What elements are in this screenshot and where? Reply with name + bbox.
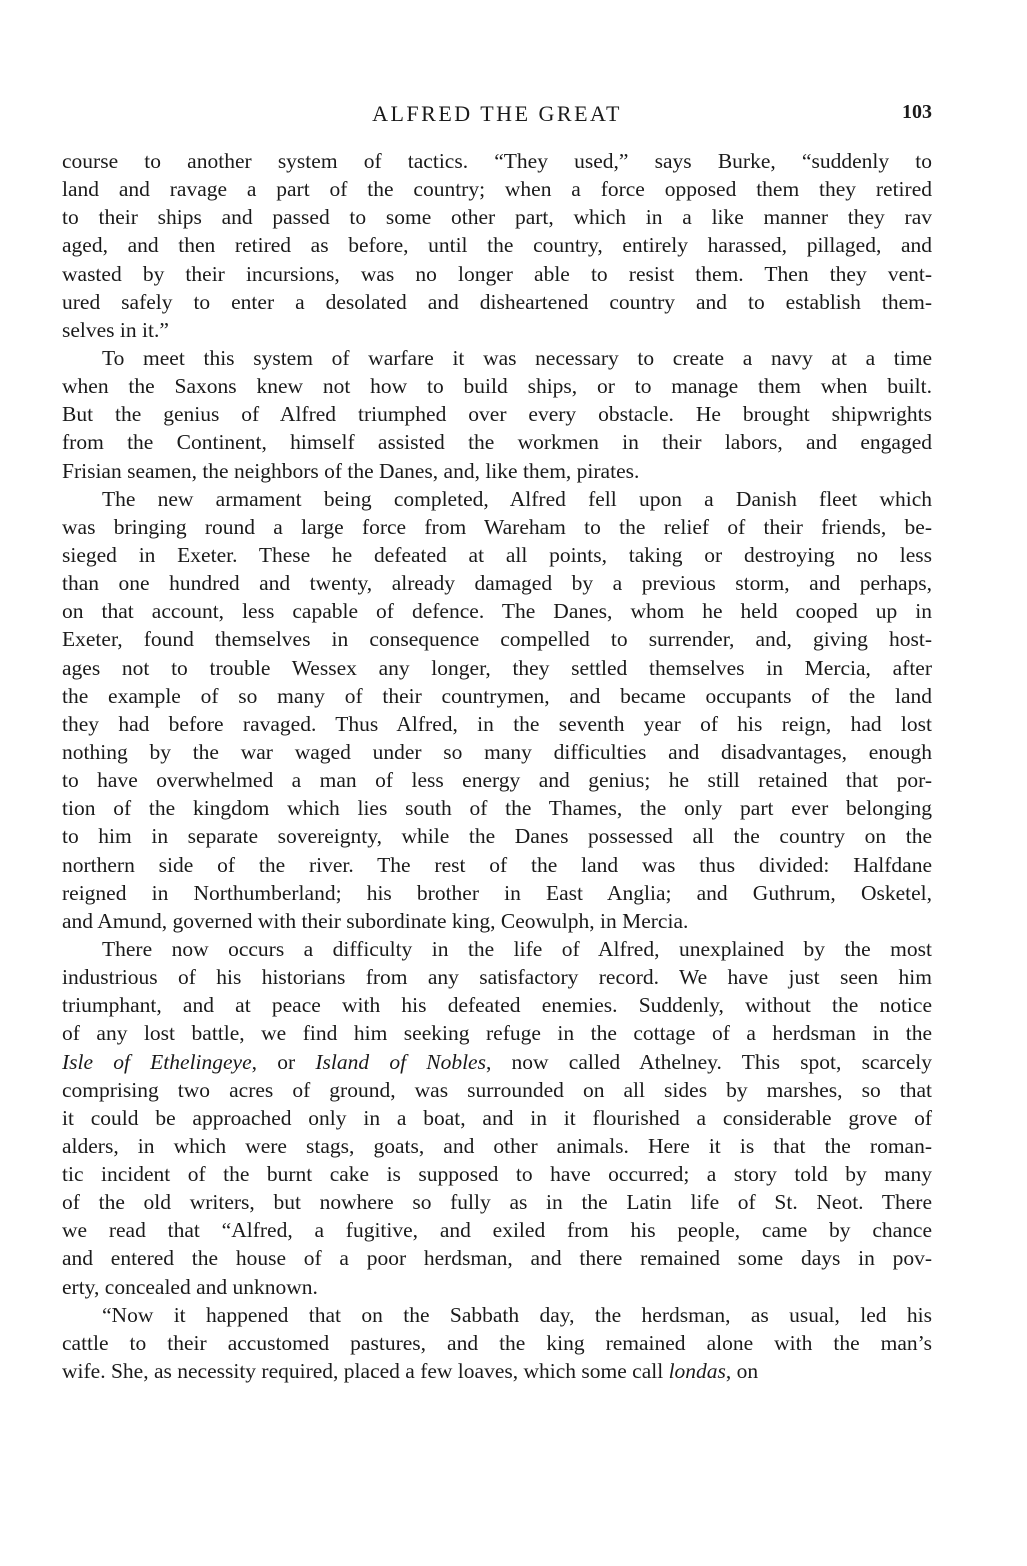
text-line: of any lost battle, we find him seeking refuge in the cottage of a herdsman in the	[62, 1021, 932, 1046]
paragraph	[62, 935, 932, 1301]
text-line: of the old writers, but nowhere so fully as in the Latin life of St. Neot. There	[62, 1190, 932, 1215]
text-line: Exeter, found themselves in consequence compelled to surrender, and, giving host-	[62, 627, 932, 652]
text-line: triumphant, and at peace with his defeated enemies. Suddenly, without the notice	[62, 993, 932, 1018]
text-line: sieged in Exeter. These he defeated at all points, taking or destroying no less	[62, 542, 932, 567]
text-line: to their ships and passed to some other part, which in a like manner they rav	[62, 205, 932, 230]
text-line: the example of so many of their countrymen, and became occupants of the land	[62, 683, 932, 708]
italic-term: Isle of Ethelingeye	[62, 1049, 252, 1074]
paragraph	[62, 1301, 932, 1385]
running-title: ALFRED THE GREAT	[372, 101, 622, 126]
text-line: industrious of his historians from any satisfactory record. We have just seen him	[62, 965, 932, 990]
text-line: alders, in which were stags, goats, and other animals. Here it is that the roman-	[62, 1133, 932, 1158]
paragraph	[62, 485, 932, 935]
text-line: to have overwhelmed a man of less energy and genius; he still retained that por-	[62, 768, 932, 793]
text-line: But the genius of Alfred triumphed over every obstacle. He brought shipwrights	[62, 402, 932, 427]
text-line: wasted by their incursions, was no longer able to resist them. Then they vent-	[62, 261, 932, 286]
text-line: The new armament being completed, Alfred fell upon a Danish fleet which	[102, 486, 932, 511]
running-head	[62, 101, 932, 135]
text-line: to him in separate sovereignty, while the Danes possessed all the country on the	[62, 824, 932, 849]
italic-term: Island of Nobles	[315, 1049, 486, 1074]
text-line: than one hundred and twenty, already damaged by a previous storm, and perhaps,	[62, 571, 932, 596]
text-line: tic incident of the burnt cake is supposed to have occurred; a story told by many	[62, 1162, 932, 1187]
text-line: ages not to trouble Wessex any longer, they settled themselves in Mercia, after	[62, 655, 932, 680]
text-line: on that account, less capable of defence. The Danes, whom he held cooped up in	[62, 599, 932, 624]
text-line: they had before ravaged. Thus Alfred, in the seventh year of his reign, had lost	[62, 711, 932, 736]
text-line: cattle to their accustomed pastures, and the king remained alone with the man’s	[62, 1330, 932, 1355]
text-line: course to another system of tactics. “They used,” says Burke, “suddenly to	[62, 149, 932, 173]
text-line: Isle of Ethelingeye, or Island of Nobles, now called Athelney. This spot, scarcely	[62, 1049, 932, 1074]
text-line: nothing by the war waged under so many difficulties and disadvantages, enough	[62, 739, 932, 764]
text-line: ured safely to enter a desolated and disheartened country and to establish them-	[62, 289, 932, 314]
text-line: Frisian seamen, the neighbors of the Danes, and, like them, pirates.	[62, 458, 640, 483]
text-line: selves in it.”	[62, 317, 169, 342]
text-line: we read that “Alfred, a fugitive, and exiled from his people, came by chance	[62, 1218, 932, 1243]
text-line: was bringing round a large force from Wareham to the relief of their friends, be-	[62, 514, 932, 539]
text-line: and Amund, governed with their subordinate king, Ceowulph, in Mercia.	[62, 908, 689, 933]
text-line: from the Continent, himself assisted the workmen in their labors, and engaged	[62, 430, 932, 455]
text-line: erty, concealed and unknown.	[62, 1274, 318, 1299]
page-number: 103	[902, 101, 932, 123]
italic-term: londas	[668, 1359, 726, 1384]
text-line: reigned in Northumberland; his brother in East Anglia; and Guthrum, Osketel,	[62, 880, 932, 905]
text-line: aged, and then retired as before, until the country, entirely harassed, pillaged, and	[62, 233, 932, 258]
paragraph	[62, 147, 932, 344]
text-line: it could be approached only in a boat, and in it flourished a considerable grove of	[62, 1105, 932, 1130]
text-line: To meet this system of warfare it was necessary to create a navy at a time	[102, 345, 932, 370]
text-line: tion of the kingdom which lies south of the Thames, the only part ever belonging	[62, 796, 932, 821]
text-line: land and ravage a part of the country; when a force opposed them they retired	[62, 177, 932, 202]
text-line: There now occurs a difficulty in the life of Alfred, unexplained by the most	[102, 936, 932, 961]
paragraph	[62, 344, 932, 485]
text-line: wife. She, as necessity required, placed a few loaves, which some call londas, on	[62, 1359, 759, 1384]
text-line: and entered the house of a poor herdsman, and there remained some days in pov-	[62, 1246, 932, 1271]
text-line: “Now it happened that on the Sabbath day, the herdsman, as usual, led his	[102, 1302, 932, 1327]
body-text	[62, 147, 932, 1385]
text-line: comprising two acres of ground, was surrounded on all sides by marshes, so that	[62, 1077, 932, 1102]
text-line: northern side of the river. The rest of the land was thus divided: Halfdane	[62, 852, 932, 877]
text-line: when the Saxons knew not how to build ships, or to manage them when built.	[62, 374, 932, 399]
